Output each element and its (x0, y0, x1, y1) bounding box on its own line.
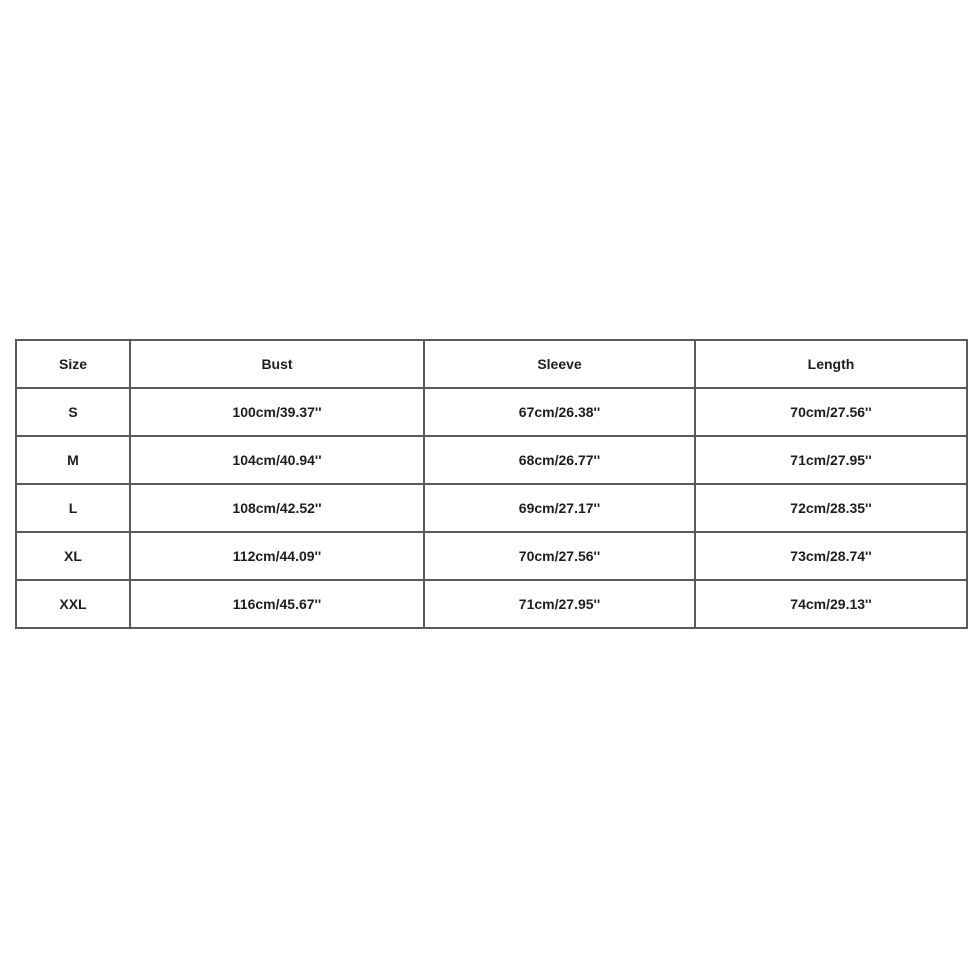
table-row (16, 388, 967, 436)
cell-bust: 104cm/40.94'' (130, 436, 424, 484)
size-chart-table (15, 339, 968, 629)
header-sleeve: Sleeve (424, 340, 695, 388)
cell-size: L (16, 484, 130, 532)
cell-sleeve: 67cm/26.38'' (424, 388, 695, 436)
table-row (16, 484, 967, 532)
cell-bust: 116cm/45.67'' (130, 580, 424, 628)
cell-sleeve: 71cm/27.95'' (424, 580, 695, 628)
cell-size: M (16, 436, 130, 484)
cell-length: 71cm/27.95'' (695, 436, 967, 484)
cell-length: 72cm/28.35'' (695, 484, 967, 532)
table-header-row (16, 340, 967, 388)
cell-size: S (16, 388, 130, 436)
table-row (16, 580, 967, 628)
cell-sleeve: 70cm/27.56'' (424, 532, 695, 580)
cell-sleeve: 69cm/27.17'' (424, 484, 695, 532)
header-length: Length (695, 340, 967, 388)
header-size: Size (16, 340, 130, 388)
cell-bust: 108cm/42.52'' (130, 484, 424, 532)
cell-size: XXL (16, 580, 130, 628)
header-bust: Bust (130, 340, 424, 388)
cell-bust: 100cm/39.37'' (130, 388, 424, 436)
cell-length: 74cm/29.13'' (695, 580, 967, 628)
table-row (16, 532, 967, 580)
cell-sleeve: 68cm/26.77'' (424, 436, 695, 484)
cell-length: 73cm/28.74'' (695, 532, 967, 580)
cell-bust: 112cm/44.09'' (130, 532, 424, 580)
cell-length: 70cm/27.56'' (695, 388, 967, 436)
table-row (16, 436, 967, 484)
cell-size: XL (16, 532, 130, 580)
